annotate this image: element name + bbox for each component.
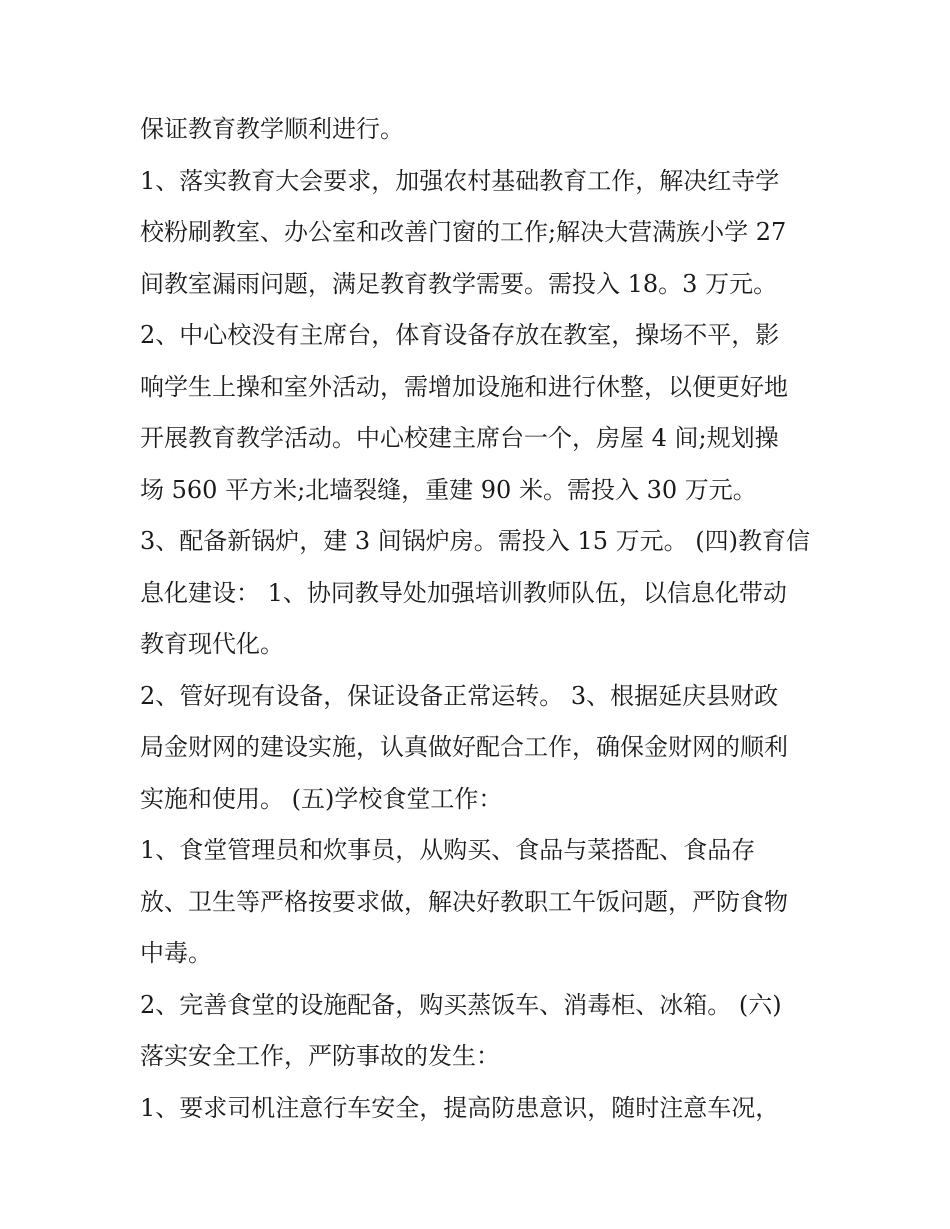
- document-body: [140, 104, 820, 1134]
- text-line: 间教室漏雨问题，满足教育教学需要。需投入 18。3 万元。: [140, 269, 778, 298]
- text-line: 2、完善食堂的设施配备，购买蒸饭车、消毒柜、冰箱。 (六): [140, 990, 782, 1019]
- text-line: 2、管好现有设备，保证设备正常运转。 3、根据延庆县财政: [140, 681, 779, 710]
- text-line: 保证教育教学顺利进行。: [140, 115, 404, 143]
- text-line: 响学生上操和室外活动，需增加设施和进行休整，以便更好地: [140, 372, 788, 401]
- text-line: 场 560 平方米;北墙裂缝，重建 90 米。需投入 30 万元。: [140, 475, 757, 504]
- text-line: 放、卫生等严格按要求做，解决好教职工午饭问题，严防食物: [140, 887, 788, 916]
- text-line: 教育现代化。: [140, 630, 284, 658]
- text-line: 校粉刷教室、办公室和改善门窗的工作;解决大营满族小学 27: [140, 218, 787, 246]
- text-line: 1、食堂管理员和炊事员，从购买、食品与菜搭配、食品存: [140, 836, 756, 864]
- text-line: 1、落实教育大会要求，加强农村基础教育工作，解决红寺学: [140, 166, 780, 195]
- text-line: 3、配备新锅炉，建 3 间锅炉房。需投入 15 万元。 (四)教育信: [140, 527, 810, 555]
- text-line: 中毒。: [140, 939, 212, 967]
- text-line: 落实安全工作，严防事故的发生：: [140, 1042, 500, 1070]
- text-line: 1、要求司机注意行车安全，提高防患意识，随时注意车况，: [140, 1093, 780, 1122]
- text-line: 开展教育教学活动。中心校建主席台一个，房屋 4 间;规划操: [140, 424, 779, 452]
- text-line: 2、中心校没有主席台，体育设备存放在教室，操场不平，影: [140, 321, 780, 349]
- text-line: 息化建设： 1、协同教导处加强培训教师队伍，以信息化带动: [140, 578, 787, 607]
- text-line: 实施和使用。 (五)学校食堂工作：: [140, 784, 503, 813]
- text-line: 局金财网的建设实施，认真做好配合工作，确保金财网的顺利: [140, 733, 788, 761]
